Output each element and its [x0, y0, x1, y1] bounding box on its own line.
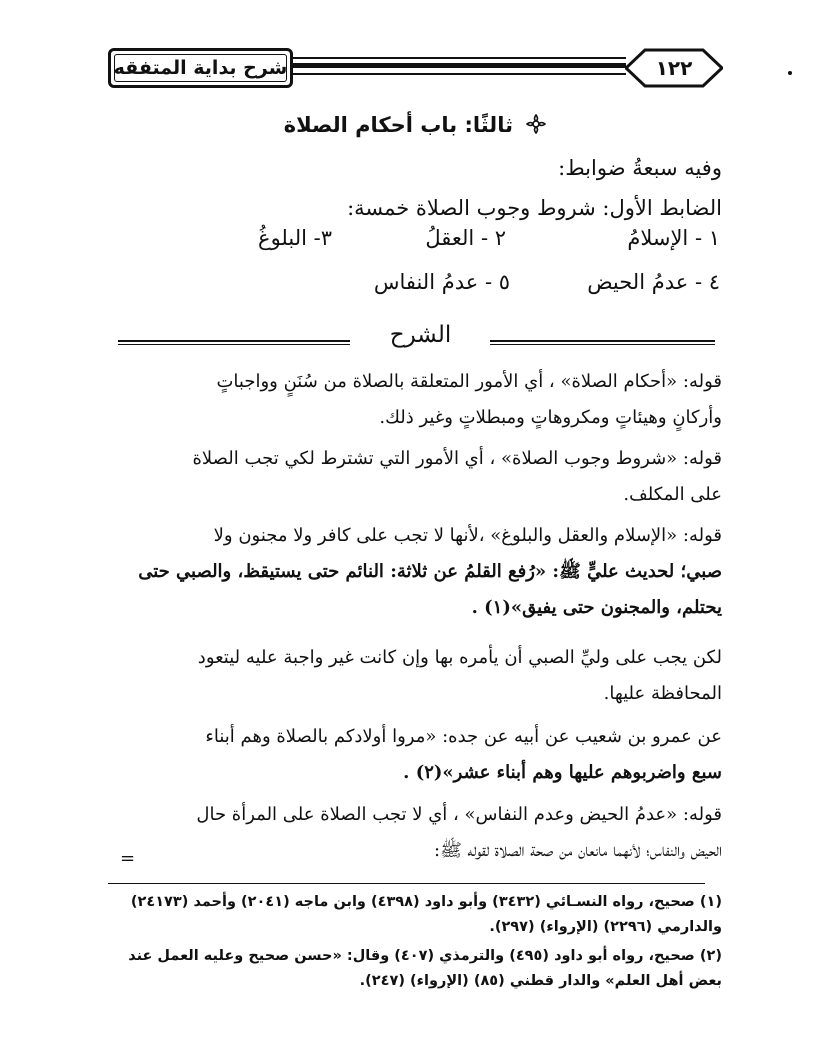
paragraph-line: سبع واضربوهم عليها وهم أبناء عشر»(٢) . [403, 762, 722, 783]
paragraph-line: يحتلم، والمجنون حتى يفيق»(١) . [471, 597, 722, 618]
header-rule-bottom [293, 73, 626, 75]
condition-3: ٣- البلوغُ [258, 226, 332, 250]
header-rule-top [293, 57, 626, 59]
paragraph-line: عن عمرو بن شعيب عن أبيه عن جده: «مروا أولادكم بالصلاة وهم أبناء [205, 726, 722, 747]
paragraph-line: قوله: «عدمُ الحيض وعدم النفاس» ، أي لا تجب الصلاة على المرأة حال [196, 804, 722, 825]
header-rule-middle [293, 63, 626, 68]
sharh-label: الشرح [389, 322, 452, 348]
paragraph-6 [124, 797, 722, 869]
paragraph-5 [124, 719, 722, 791]
footnote-1 [122, 890, 722, 940]
book-title: شرح بداية المتفقه [108, 48, 293, 88]
footnote-line: (٢) صحيح، رواه أبو داود (٤٩٥) والترمذي (٤٠٧) وقال: «حسن صحيح وعليه العمل عند [128, 948, 722, 964]
paragraph-2 [124, 441, 722, 513]
footnote-2 [122, 944, 722, 994]
chapter-title-row [0, 113, 830, 139]
condition-2: ٢ - العقلُ [425, 226, 506, 250]
paragraph-line: قوله: «شروط وجوب الصلاة» ، أي الأمور التي تشترط لكي تجب الصلاة [192, 448, 722, 469]
paragraph-line: المحافظة عليها. [603, 683, 722, 704]
footnote-line: والدارمي (٢٢٩٦) (الإرواء) (٢٩٧). [489, 919, 722, 935]
footnote-rule [108, 883, 705, 884]
continuation-mark: = [120, 848, 136, 869]
page-header [0, 0, 830, 110]
rules-count-line: وفيه سبعةُ ضوابط: [558, 156, 722, 180]
flower-icon [526, 114, 546, 139]
paragraph-4 [124, 640, 722, 712]
chapter-title: ثالثًا: باب أحكام الصلاة [283, 113, 513, 137]
paragraph-line: الحيض والنفاس؛ لأنهما مانعان من صحة الصلاة لقوله ﷺ: [434, 840, 722, 861]
paragraph-1 [124, 364, 722, 436]
paragraph-line: وأركانٍ وهيئاتٍ ومكروهاتٍ ومبطلاتٍ وغير ذلك. [379, 407, 722, 428]
paragraph-3 [124, 518, 722, 626]
page-number: ١٢٢ [655, 56, 693, 80]
page-number-badge [625, 48, 723, 88]
condition-4: ٤ - عدمُ الحيض [587, 270, 720, 294]
paragraph-line: على المكلف. [623, 484, 722, 505]
condition-1: ١ - الإسلامُ [627, 226, 720, 250]
footnote-line: بعض أهل العلم» والدار قطني (٨٥) (الإرواء) (٢٤٧). [359, 973, 722, 989]
paragraph-line: قوله: «أحكام الصلاة» ، أي الأمور المتعلقة بالصلاة من سُنَنٍ وواجباتٍ [216, 371, 722, 392]
condition-5: ٥ - عدمُ النفاس [373, 270, 510, 294]
footnote-line: (١) صحيح، رواه النسـائي (٣٤٣٢) وأبو داود (٤٣٩٨) وابن ماجه (٢٠٤١) وأحمد (٢٤١٧٣) [130, 894, 722, 910]
paragraph-line: لكن يجب على وليِّ الصبي أن يأمره بها وإن كانت غير واجبة عليه ليتعود [197, 647, 722, 668]
margin-dot [788, 71, 792, 75]
first-rule-line: الضابط الأول: شروط وجوب الصلاة خمسة: [347, 196, 722, 220]
paragraph-line: قوله: «الإسلام والعقل والبلوغ» ،لأنها لا تجب على كافر ولا مجنون ولا [213, 525, 722, 546]
paragraph-line: صبي؛ لحديث عليٍّ ﷺ: «رُفع القلمُ عن ثلاثة: النائم حتى يستيقظ، والصبي حتى [138, 561, 722, 582]
sharh-separator [118, 322, 715, 362]
